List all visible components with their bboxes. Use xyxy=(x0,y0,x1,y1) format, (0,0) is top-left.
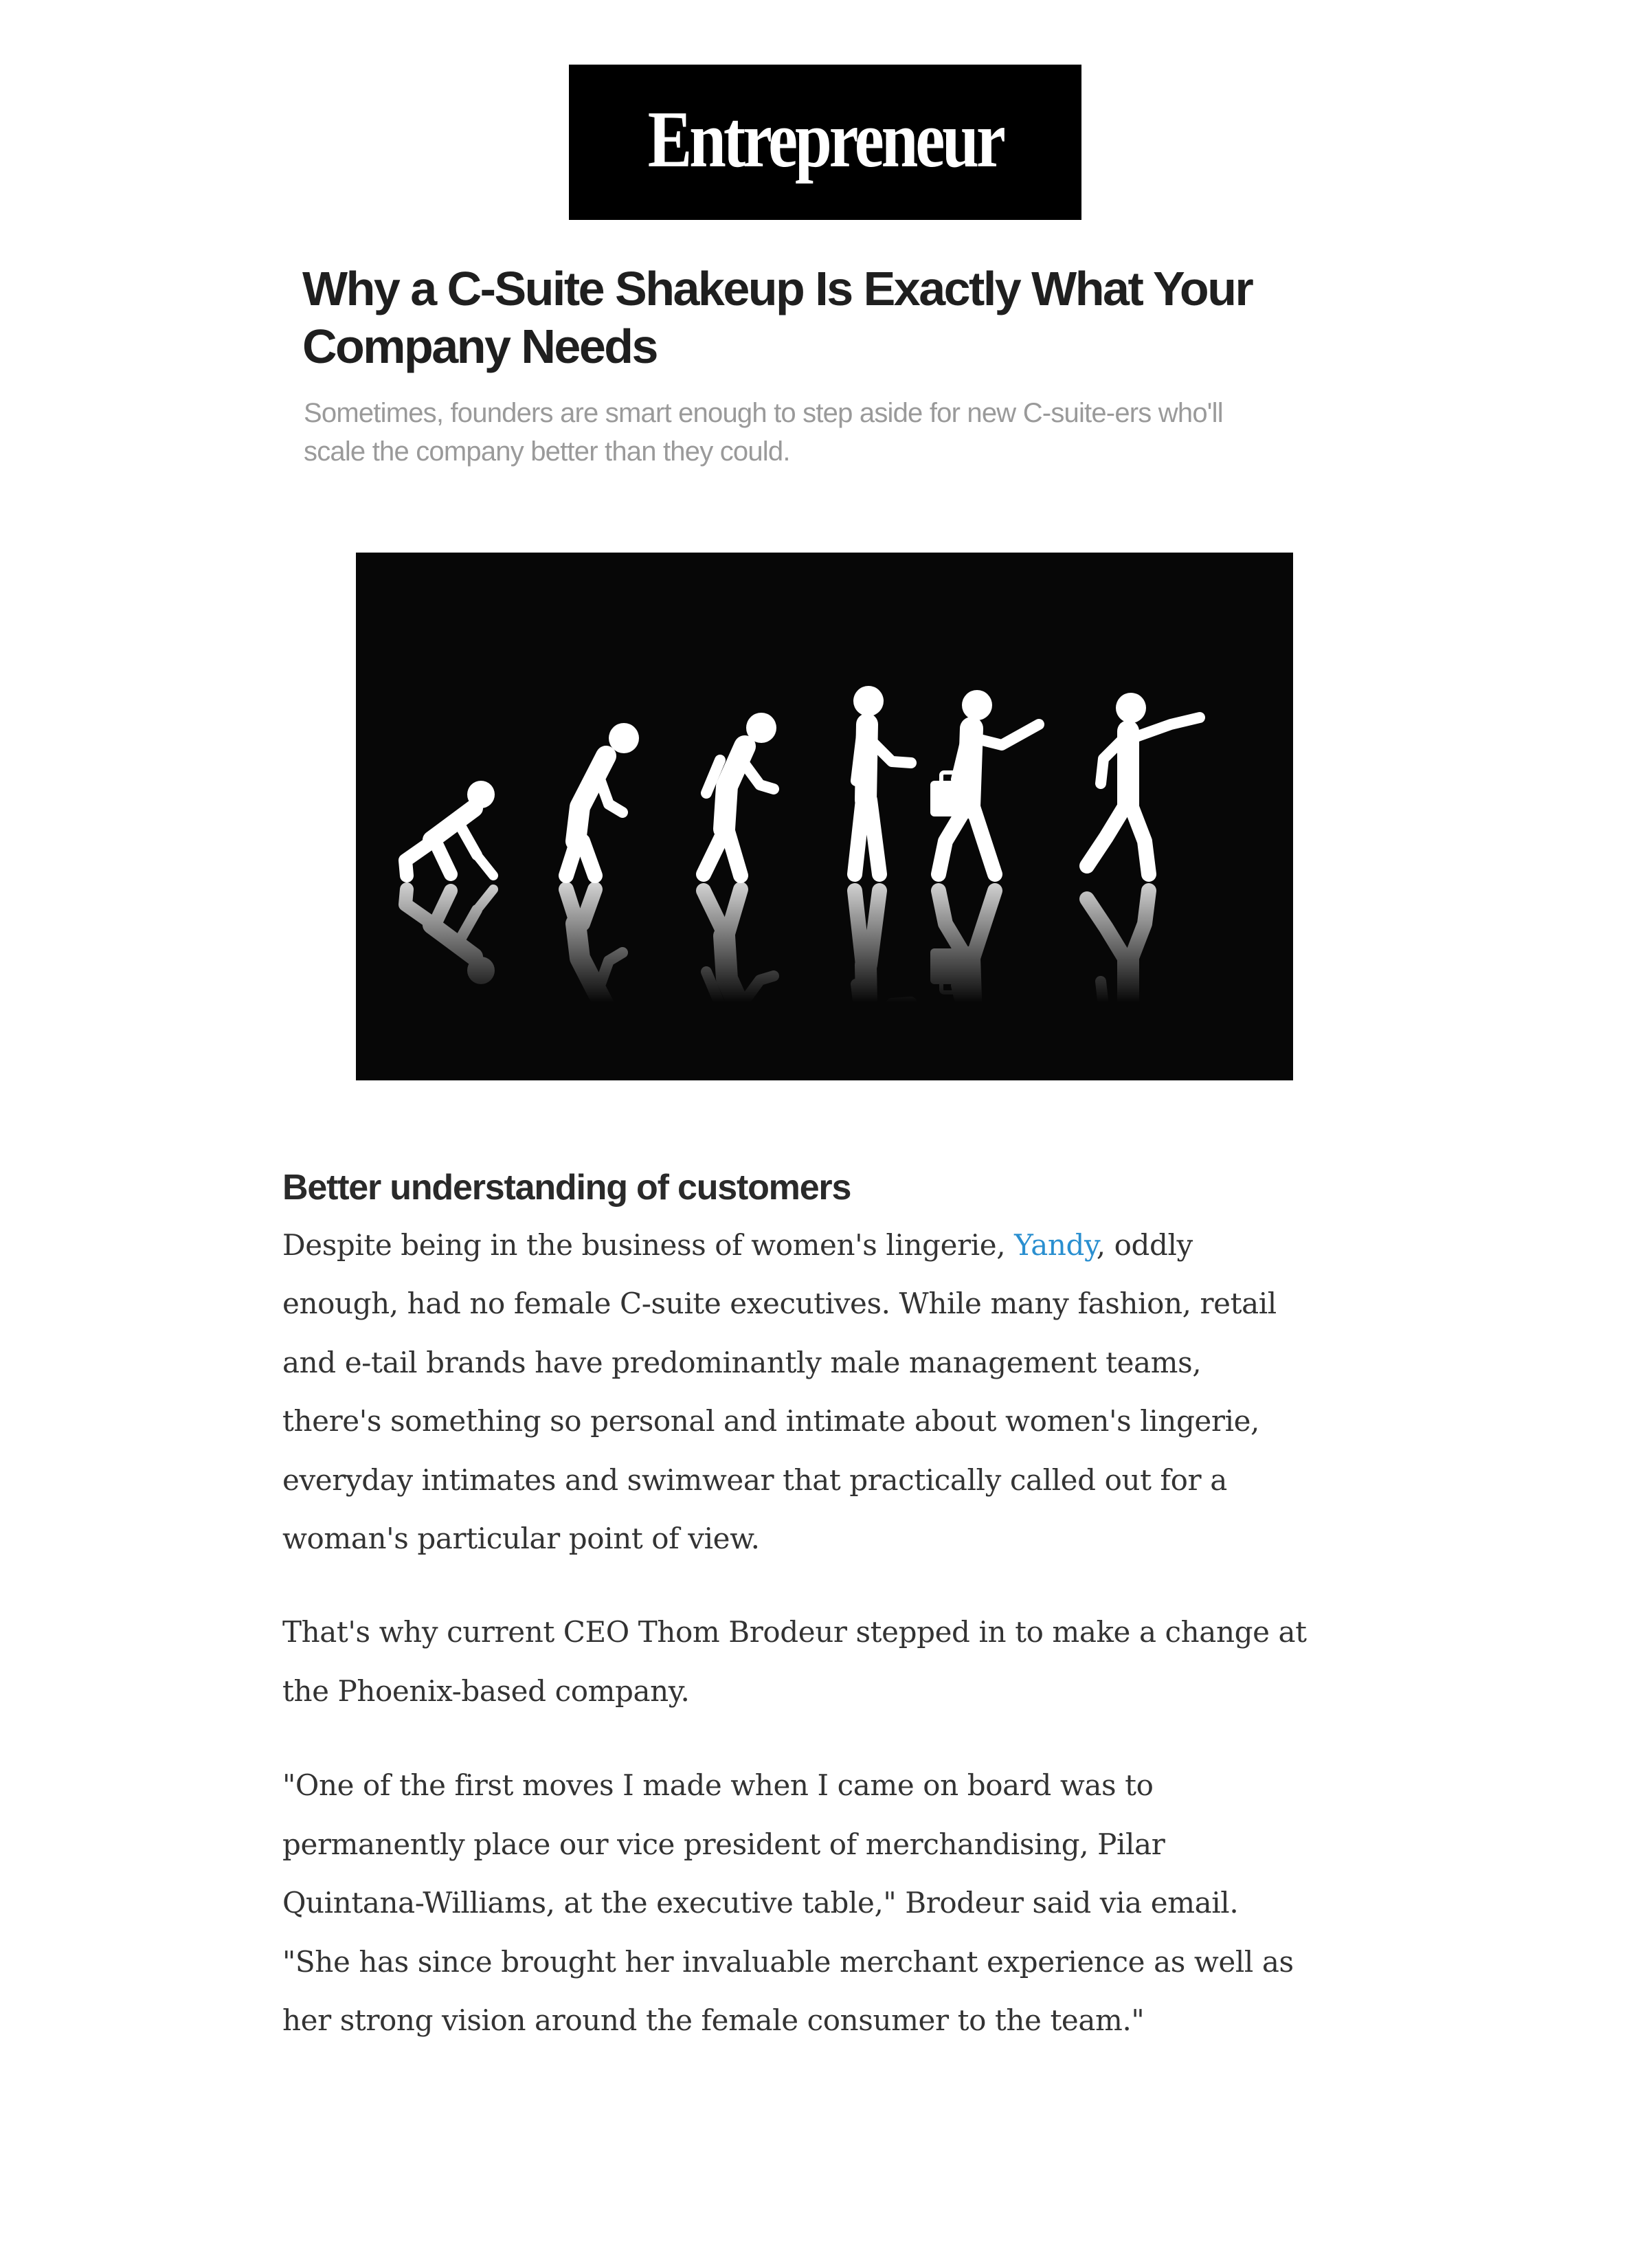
headline-line: Why a C-Suite Shakeup Is Exactly What Your xyxy=(302,262,1253,315)
dek-line: scale the company better than they could. xyxy=(304,436,790,467)
hero-image xyxy=(356,553,1293,1080)
figure-upright xyxy=(853,686,911,874)
figure-stooped xyxy=(566,723,639,876)
body-paragraph-2 xyxy=(282,1603,1382,1720)
paragraph-line: "One of the first moves I made when I came on board was to xyxy=(282,1768,1154,1802)
paragraph-line: there's something so personal and intimate about women's lingerie, xyxy=(282,1404,1260,1438)
article-dek xyxy=(304,394,1376,471)
figure-crouching xyxy=(405,781,495,876)
paragraph-line: woman's particular point of view. xyxy=(282,1522,760,1555)
paragraph-line: everyday intimates and swimwear that practically called out for a xyxy=(282,1463,1227,1497)
paragraph-line: her strong vision around the female consumer to the team." xyxy=(282,2003,1145,2037)
article-headline xyxy=(302,260,1374,375)
figure-hunched xyxy=(704,713,776,876)
dek-line: Sometimes, founders are smart enough to step aside for new C-suite-ers who'll xyxy=(304,398,1223,428)
paragraph-line: Despite being in the business of women's lingerie, Yandy, oddly xyxy=(282,1227,1193,1262)
figure-businessman xyxy=(930,690,1039,874)
paragraph-line: and e-tail brands have predominantly male management teams, xyxy=(282,1345,1202,1379)
section-heading: Better understanding of customers xyxy=(282,1168,851,1208)
paragraph-line: That's why current CEO Thom Brodeur stepped in to make a change at xyxy=(282,1615,1307,1649)
evolution-of-man-icon xyxy=(356,553,1293,1080)
paragraph-line: the Phoenix-based company. xyxy=(282,1674,690,1708)
paragraph-line: "She has since brought her invaluable merchant experience as well as xyxy=(282,1944,1294,1979)
paragraph-line: enough, had no female C-suite executives. While many fashion, retail xyxy=(282,1287,1277,1320)
paragraph-line: Quintana-Williams, at the executive table," Brodeur said via email. xyxy=(282,1886,1239,1920)
body-paragraph-1 xyxy=(282,1157,1382,1568)
brand-wordmark: Entrepreneur xyxy=(647,94,1003,184)
paragraph-line: permanently place our vice president of merchandising, Pilar xyxy=(282,1827,1165,1861)
headline-line: Company Needs xyxy=(302,320,657,373)
figure-pointing xyxy=(1087,693,1200,874)
yandy-link[interactable]: Yandy xyxy=(1014,1227,1097,1262)
masthead-logo[interactable] xyxy=(569,65,1081,220)
body-paragraph-3 xyxy=(282,1756,1382,2050)
